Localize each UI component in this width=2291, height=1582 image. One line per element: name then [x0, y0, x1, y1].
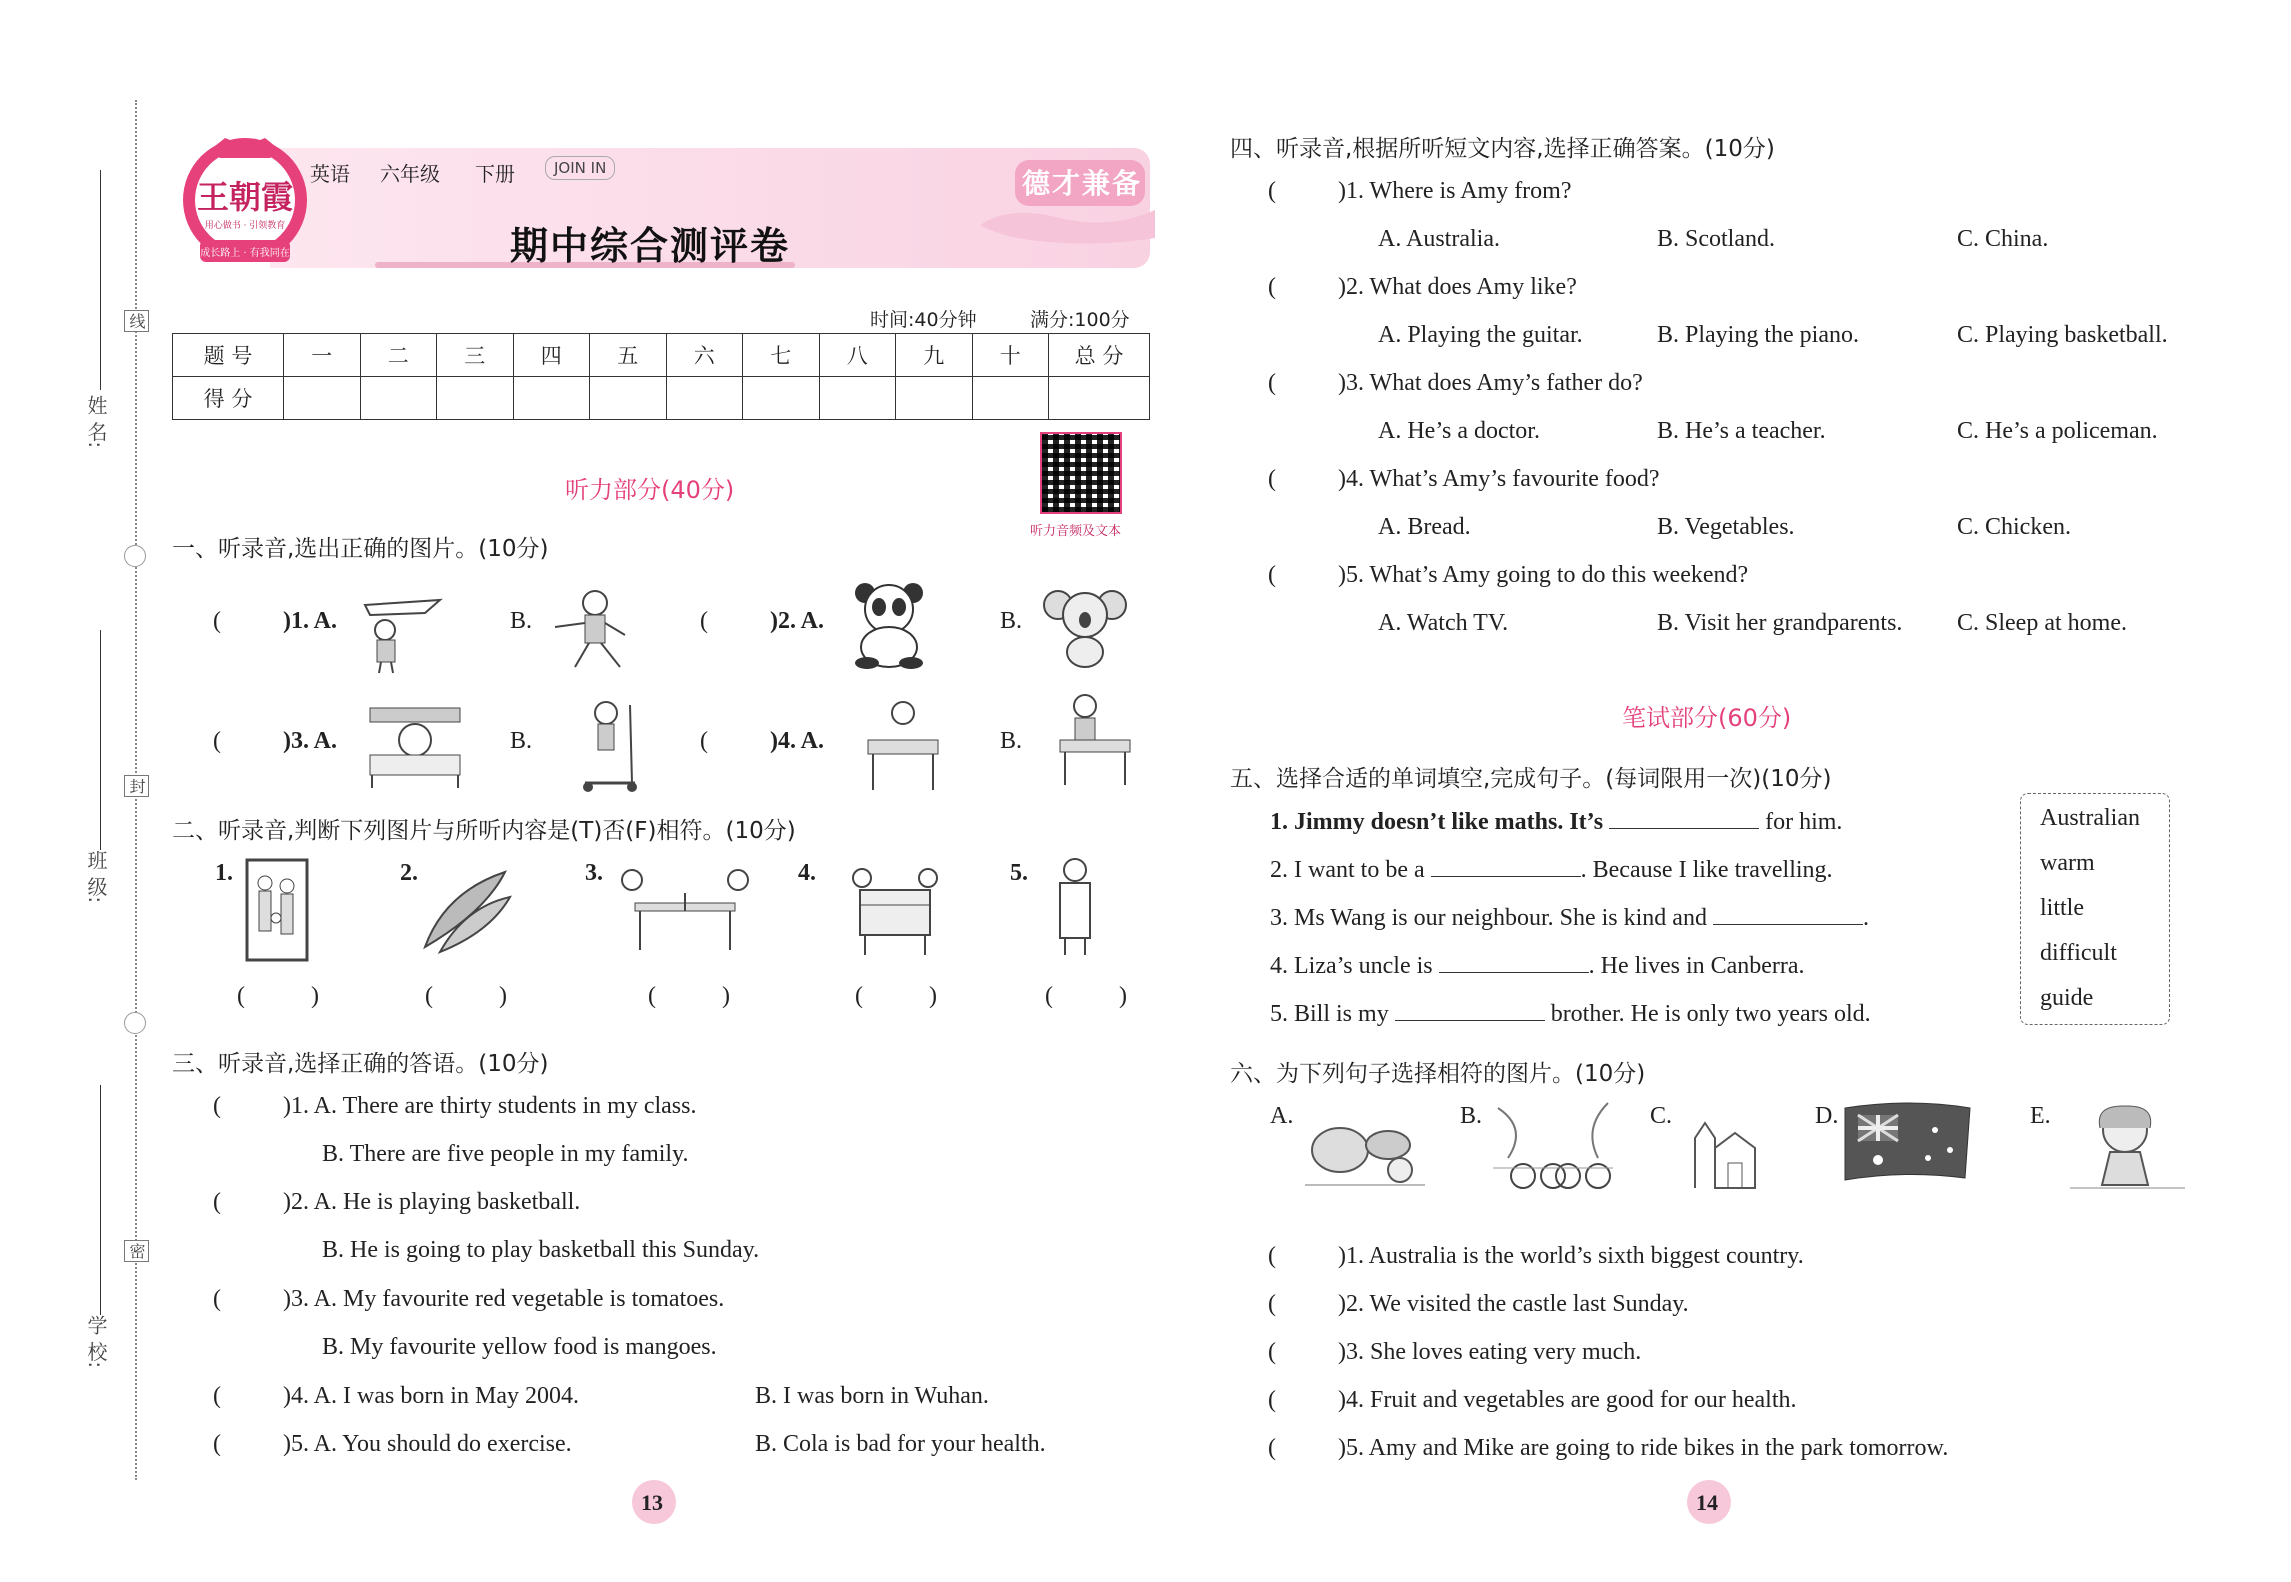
- p4-q1-c: C. China.: [1957, 226, 2049, 252]
- p3-q3a: )3. A. My favourite red vegetable is tomatoes.: [283, 1286, 725, 1312]
- brand-sub: 用心做书 · 引领教育: [204, 221, 286, 231]
- answer-paren[interactable]: (: [1268, 466, 1276, 492]
- p2-answer-3[interactable]: ( ): [648, 983, 730, 1009]
- score-input[interactable]: [666, 377, 743, 420]
- p5-s1-start: 1. Jimmy doesn’t like maths. It’s: [1270, 809, 1604, 835]
- koala-picture: [1040, 580, 1130, 670]
- p4-q5: )5. What’s Amy going to do this weekend?: [1338, 562, 1749, 588]
- grade-label: 六年级: [380, 162, 440, 186]
- score-cell: 四: [513, 334, 590, 377]
- scooter-boy-picture: [570, 695, 650, 795]
- score-table: [172, 333, 1150, 420]
- p3-q1b: B. There are five people in my family.: [322, 1141, 689, 1167]
- p3-q5a: )5. A. You should do exercise.: [283, 1431, 572, 1457]
- answer-paren[interactable]: (: [1268, 1243, 1276, 1269]
- score-input[interactable]: [1049, 377, 1150, 420]
- p2-num-1: 1.: [215, 860, 233, 886]
- score-cell: 五: [590, 334, 667, 377]
- p4-q1-b: B. Scotland.: [1657, 226, 1775, 252]
- score-row-label: 得 分: [173, 377, 284, 420]
- p5-s4-start: 4. Liza’s uncle is: [1270, 953, 1433, 979]
- airplane-boy-picture: [345, 585, 445, 675]
- listening-title: 听力部分(40分): [565, 476, 735, 504]
- p6-label-a: A.: [1270, 1103, 1294, 1129]
- p1-q1-b: B.: [510, 608, 533, 634]
- p3-q1a: )1. A. There are thirty students in my class.: [283, 1093, 697, 1119]
- p4-q1-a: A. Australia.: [1378, 226, 1500, 252]
- panda-picture: [845, 575, 935, 670]
- score-cell: 二: [360, 334, 437, 377]
- castle-picture: [1680, 1098, 1770, 1198]
- score-input[interactable]: [743, 377, 820, 420]
- score-input[interactable]: [360, 377, 437, 420]
- answer-paren[interactable]: (: [700, 728, 708, 754]
- fruit-vegetables-picture: [1300, 1100, 1430, 1190]
- p2-answer-4[interactable]: ( ): [855, 983, 937, 1009]
- p5-blank-1[interactable]: [1609, 808, 1759, 829]
- p4-q2-b: B. Playing the piano.: [1657, 322, 1859, 348]
- p4-q5-c: C. Sleep at home.: [1957, 610, 2127, 636]
- class-line: [100, 630, 101, 850]
- p6-s5: )5. Amy and Mike are going to ride bikes in the park tomorrow.: [1338, 1435, 1949, 1461]
- p1-q4: )4. A.: [770, 728, 824, 754]
- word-option: Australian: [2040, 805, 2140, 831]
- p1-q1: )1. A.: [283, 608, 337, 634]
- p5-sentence-5: [1270, 1000, 1871, 1028]
- answer-paren[interactable]: (: [1268, 370, 1276, 396]
- p4-q3-c: C. He’s a policeman.: [1957, 418, 2158, 444]
- p3-q3b: B. My favourite yellow food is mangoes.: [322, 1334, 717, 1360]
- score-cell: 题 号: [173, 334, 284, 377]
- score-cell: 一: [284, 334, 361, 377]
- binding-mark-mi: 密: [124, 1240, 149, 1262]
- doctor-picture: [1045, 855, 1105, 960]
- binding-mark-feng: 封: [124, 775, 149, 797]
- word-option: guide: [2040, 985, 2094, 1011]
- brand-banner: 成长路上 · 有我同在: [200, 248, 290, 259]
- answer-paren[interactable]: (: [213, 1431, 221, 1457]
- reading-girl-picture: [1045, 690, 1135, 790]
- page-title: 期中综合测评卷: [510, 224, 791, 268]
- part1-heading: 一、听录音,选出正确的图片。(10分): [172, 536, 549, 562]
- p2-answer-2[interactable]: ( ): [425, 983, 507, 1009]
- answer-paren[interactable]: (: [1268, 1435, 1276, 1461]
- page-number-left: 13: [641, 1490, 663, 1515]
- score-cell: 六: [666, 334, 743, 377]
- p1-q2: )2. A.: [770, 608, 824, 634]
- full-score: 满分:100分: [1030, 309, 1130, 331]
- answer-paren[interactable]: (: [1268, 562, 1276, 588]
- p5-s5-end: brother. He is only two years old.: [1550, 1001, 1871, 1027]
- score-input[interactable]: [972, 377, 1049, 420]
- p2-answer-1[interactable]: ( ): [237, 983, 319, 1009]
- p4-q4-a: A. Bread.: [1378, 514, 1471, 540]
- answer-paren[interactable]: (: [213, 1383, 221, 1409]
- name-line: [100, 170, 101, 390]
- p3-q4a: )4. A. I was born in May 2004.: [283, 1383, 579, 1409]
- answer-paren[interactable]: (: [213, 728, 221, 754]
- piano-picture: [840, 860, 950, 960]
- p5-sentence-1: [1270, 808, 1842, 836]
- p6-label-b: B.: [1460, 1103, 1483, 1129]
- word-option: little: [2040, 895, 2084, 921]
- p4-q2-c: C. Playing basketball.: [1957, 322, 2168, 348]
- score-cell: 九: [896, 334, 973, 377]
- subject-label: 英语: [310, 162, 350, 186]
- p5-sentence-4: [1270, 952, 1805, 980]
- fighting-boy-picture: [545, 585, 645, 675]
- score-cell: 八: [819, 334, 896, 377]
- answer-paren[interactable]: (: [1268, 1387, 1276, 1413]
- p4-q4-b: B. Vegetables.: [1657, 514, 1795, 540]
- score-cell: 七: [743, 334, 820, 377]
- brand-logo: [170, 130, 320, 270]
- score-header-row: [173, 334, 1150, 377]
- p6-s1: )1. Australia is the world’s sixth biggest country.: [1338, 1243, 1804, 1269]
- answer-paren[interactable]: (: [1268, 178, 1276, 204]
- p1-q3: )3. A.: [283, 728, 337, 754]
- p5-s4-end: . He lives in Canberra.: [1588, 953, 1805, 979]
- class-label: 班 级:: [84, 850, 108, 904]
- page-number-right: 14: [1696, 1490, 1718, 1515]
- score-cell: 十: [972, 334, 1049, 377]
- p2-num-3: 3.: [585, 860, 603, 886]
- brand-name: 王朝霞: [196, 178, 293, 216]
- badge-label: 德才兼备: [1022, 167, 1143, 200]
- p5-s1-end: for him.: [1765, 809, 1843, 835]
- part2-heading: 二、听录音,判断下列图片与所听内容是(T)否(F)相符。(10分): [172, 818, 796, 844]
- p6-label-e: E.: [2030, 1103, 2051, 1129]
- p4-q5-b: B. Visit her grandparents.: [1657, 610, 1903, 636]
- family-photo-picture: [245, 858, 310, 963]
- p4-q3: )3. What does Amy’s father do?: [1338, 370, 1643, 396]
- p4-q1: )1. Where is Amy from?: [1338, 178, 1572, 204]
- bed-picture: [350, 700, 480, 790]
- part3-heading: 三、听录音,选择正确的答语。(10分): [172, 1051, 549, 1077]
- p4-q3-a: A. He’s a doctor.: [1378, 418, 1540, 444]
- p6-label-c: C.: [1650, 1103, 1673, 1129]
- answer-paren[interactable]: (: [700, 608, 708, 634]
- p5-s2-start: 2. I want to be a: [1270, 857, 1425, 883]
- edition-label: JOIN IN: [545, 156, 615, 180]
- bike-riding-picture: [1488, 1098, 1618, 1193]
- answer-paren[interactable]: (: [213, 608, 221, 634]
- score-cell: 三: [437, 334, 514, 377]
- score-cell: 总 分: [1049, 334, 1150, 377]
- p1-q4-b: B.: [1000, 728, 1023, 754]
- beans-picture: [415, 862, 515, 957]
- qr-caption: 听力音频及文本: [1030, 524, 1122, 539]
- answer-paren[interactable]: (: [1268, 1339, 1276, 1365]
- time-limit: 时间:40分钟: [870, 309, 977, 331]
- p4-q2: )2. What does Amy like?: [1338, 274, 1577, 300]
- p5-s5-start: 5. Bill is my: [1270, 1001, 1389, 1027]
- word-option: difficult: [2040, 940, 2117, 966]
- p1-q2-b: B.: [1000, 608, 1023, 634]
- p5-s2-end: . Because I like travelling.: [1580, 857, 1833, 883]
- p5-blank-4[interactable]: [1439, 952, 1589, 973]
- p6-s4: )4. Fruit and vegetables are good for our health.: [1338, 1387, 1797, 1413]
- p4-q3-b: B. He’s a teacher.: [1657, 418, 1826, 444]
- score-input[interactable]: [437, 377, 514, 420]
- p3-q2b: B. He is going to play basketball this Sunday.: [322, 1237, 760, 1263]
- part6-heading: 六、为下列句子选择相符的图片。(10分): [1230, 1061, 1646, 1087]
- answer-paren[interactable]: (: [1268, 274, 1276, 300]
- name-label: 姓 名:: [84, 395, 108, 449]
- writing-title: 笔试部分(60分): [1622, 704, 1792, 732]
- desk-girl-picture: [858, 695, 948, 795]
- p2-num-2: 2.: [400, 860, 418, 886]
- p5-blank-2[interactable]: [1431, 856, 1581, 877]
- score-input[interactable]: [819, 377, 896, 420]
- p2-answer-5[interactable]: ( ): [1045, 983, 1127, 1009]
- answer-paren[interactable]: (: [213, 1093, 221, 1119]
- qr-code[interactable]: [1040, 432, 1122, 514]
- school-label: 学 校:: [84, 1315, 108, 1369]
- part5-heading: 五、选择合适的单词填空,完成句子。(每词限用一次)(10分): [1230, 766, 1832, 792]
- score-input[interactable]: [896, 377, 973, 420]
- p5-sentence-2: [1270, 856, 1833, 884]
- term-label: 下册: [475, 162, 515, 186]
- word-option: warm: [2040, 850, 2095, 876]
- score-input[interactable]: [284, 377, 361, 420]
- binding-hole-2: [124, 1012, 146, 1034]
- p2-num-4: 4.: [798, 860, 816, 886]
- p5-blank-3[interactable]: [1713, 904, 1863, 925]
- p5-blank-5[interactable]: [1395, 1000, 1545, 1021]
- table-tennis-picture: [610, 858, 760, 958]
- binding-hole-1: [124, 545, 146, 567]
- p2-num-5: 5.: [1010, 860, 1028, 886]
- score-value-row: [173, 377, 1150, 420]
- score-input[interactable]: [590, 377, 667, 420]
- p4-q4: )4. What’s Amy’s favourite food?: [1338, 466, 1660, 492]
- p4-q5-a: A. Watch TV.: [1378, 610, 1509, 636]
- p5-s3-start: 3. Ms Wang is our neighbour. She is kind and: [1270, 905, 1707, 931]
- girl-eating-picture: [2060, 1100, 2195, 1195]
- p4-q4-c: C. Chicken.: [1957, 514, 2071, 540]
- answer-paren[interactable]: (: [1268, 1291, 1276, 1317]
- answer-paren[interactable]: (: [213, 1286, 221, 1312]
- p6-label-d: D.: [1815, 1103, 1839, 1129]
- p6-s2: )2. We visited the castle last Sunday.: [1338, 1291, 1689, 1317]
- score-input[interactable]: [513, 377, 590, 420]
- answer-paren[interactable]: (: [213, 1189, 221, 1215]
- p6-s3: )3. She loves eating very much.: [1338, 1339, 1642, 1365]
- p4-q2-a: A. Playing the guitar.: [1378, 322, 1583, 348]
- p5-sentence-3: [1270, 904, 1869, 932]
- p3-q5b: B. Cola is bad for your health.: [755, 1431, 1046, 1457]
- binding-mark-xian: 线: [124, 310, 149, 332]
- part4-heading: 四、听录音,根据所听短文内容,选择正确答案。(10分): [1230, 136, 1775, 162]
- p3-q2a: )2. A. He is playing basketball.: [283, 1189, 581, 1215]
- p3-q4b: B. I was born in Wuhan.: [755, 1383, 989, 1409]
- p5-s3-end: .: [1862, 905, 1869, 931]
- school-line: [100, 1085, 101, 1315]
- australia-flag-picture: [1840, 1100, 1975, 1185]
- p1-q3-b: B.: [510, 728, 533, 754]
